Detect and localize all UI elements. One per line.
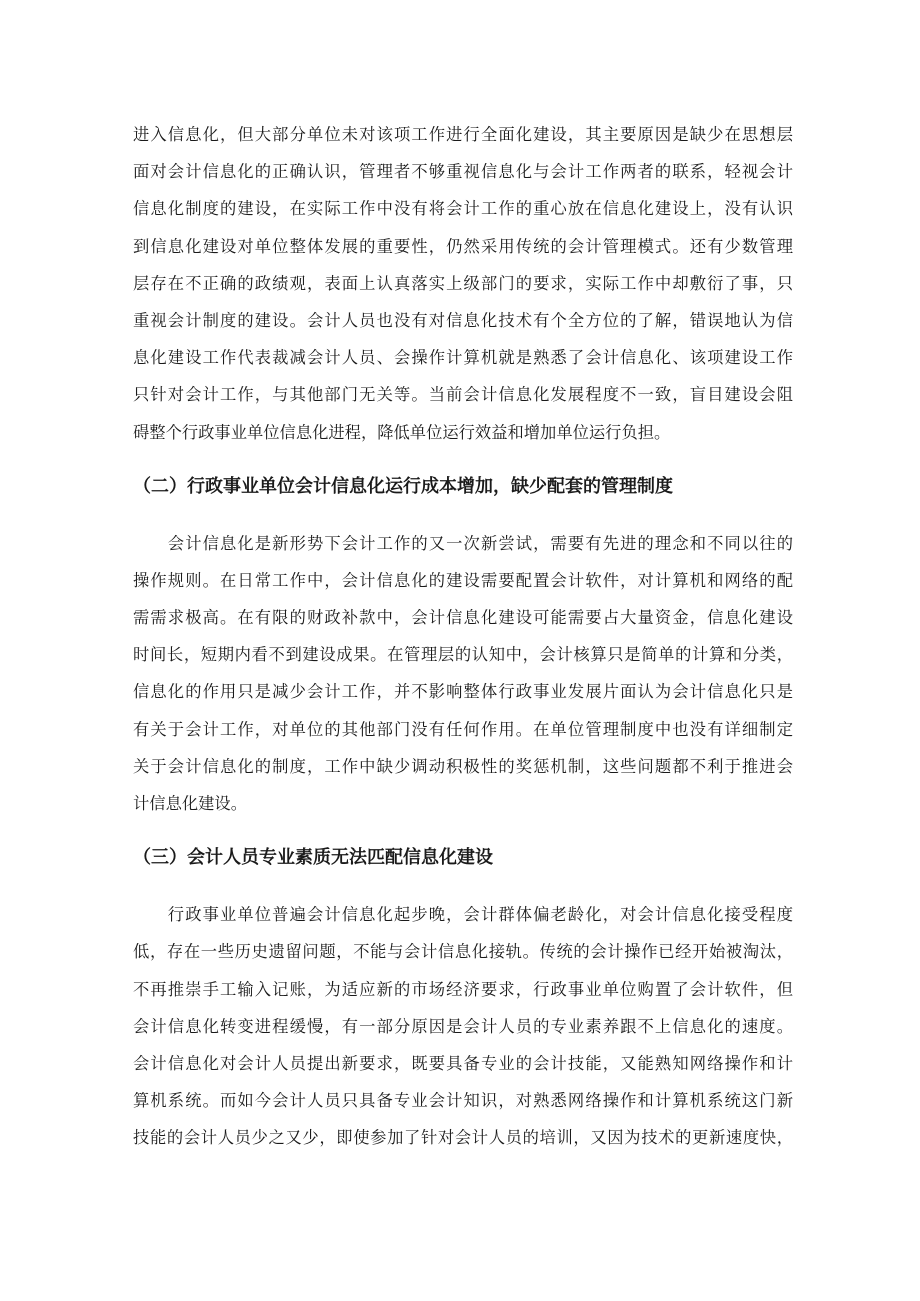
paragraph-line: 信息化制度的建设，在实际工作中没有将会计工作的重心放在信息化建设上，没有认识 — [133, 199, 793, 219]
section-heading-3: （三）会计人员专业素质无法匹配信息化建设 — [133, 847, 493, 869]
section-heading-2: （二）行政事业单位会计信息化运行成本增加，缺少配套的管理制度 — [133, 475, 673, 497]
paragraph-line: 关于会计信息化的制度，工作中缺少调动积极性的奖惩机制，这些问题都不利于推进会 — [133, 756, 793, 776]
paragraph-1 — [133, 116, 793, 451]
paragraph-3 — [133, 896, 793, 1156]
paragraph-line: 需需求极高。在有限的财政补款中，会计信息化建设可能需要占大量资金，信息化建设 — [133, 608, 793, 628]
paragraph-line: 算机系统。而如今会计人员只具备专业会计知识，对熟悉网络操作和计算机系统这门新 — [133, 1091, 793, 1111]
paragraph-line: 只针对会计工作，与其他部门无关等。当前会计信息化发展程度不一致，盲目建设会阻 — [133, 385, 793, 405]
paragraph-line: 面对会计信息化的正确认识，管理者不够重视信息化与会计工作两者的联系，轻视会计 — [133, 162, 793, 182]
paragraph-line: 碍整个行政事业单位信息化进程，降低单位运行效益和增加单位运行负担。 — [133, 422, 671, 442]
paragraph-line: 操作规则。在日常工作中，会计信息化的建设需要配置会计软件，对计算机和网络的配 — [133, 570, 793, 590]
paragraph-line: 会计信息化转变进程缓慢，有一部分原因是会计人员的专业素养跟不上信息化的速度。 — [133, 1016, 793, 1036]
paragraph-line: 技能的会计人员少之又少，即使参加了针对会计人员的培训，又因为技术的更新速度快， — [133, 1128, 793, 1148]
paragraph-line: 有关于会计工作，对单位的其他部门没有任何作用。在单位管理制度中也没有详细制定 — [133, 719, 793, 739]
paragraph-line: 进入信息化，但大部分单位未对该项工作进行全面化建设，其主要原因是缺少在思想层 — [133, 125, 793, 144]
paragraph-line: 低，存在一些历史遗留问题，不能与会计信息化接轨。传统的会计操作已经开始被淘汰， — [133, 942, 793, 962]
paragraph-line: 信息化的作用只是减少会计工作，并不影响整体行政事业发展片面认为会计信息化只是 — [133, 682, 793, 702]
paragraph-line: 到信息化建设对单位整体发展的重要性，仍然采用传统的会计管理模式。还有少数管理 — [133, 236, 793, 256]
document-body — [133, 116, 793, 1157]
paragraph-line: 行政事业单位普遍会计信息化起步晚，会计群体偏老龄化，对会计信息化接受程度 — [133, 905, 793, 925]
paragraph-line: 重视会计制度的建设。会计人员也没有对信息化技术有个全方位的了解，错误地认为信 — [133, 310, 793, 330]
paragraph-2 — [133, 525, 793, 823]
paragraph-line: 计信息化建设。 — [133, 794, 247, 813]
paragraph-line: 时间长，短期内看不到建设成果。在管理层的认知中，会计核算只是简单的计算和分类， — [133, 645, 793, 665]
paragraph-line: 层存在不正确的政绩观，表面上认真落实上级部门的要求，实际工作中却敷衍了事，只 — [133, 273, 793, 293]
paragraph-line: 息化建设工作代表裁减会计人员、会操作计算机就是熟悉了会计信息化、该项建设工作 — [133, 348, 793, 368]
paragraph-line: 不再推崇手工输入记账，为适应新的市场经济要求，行政事业单位购置了会计软件，但 — [133, 979, 793, 999]
paragraph-line: 会计信息化对会计人员提出新要求，既要具备专业的会计技能，又能熟知网络操作和计 — [133, 1053, 793, 1073]
paragraph-line: 会计信息化是新形势下会计工作的又一次新尝试，需要有先进的理念和不同以往的 — [133, 533, 793, 553]
